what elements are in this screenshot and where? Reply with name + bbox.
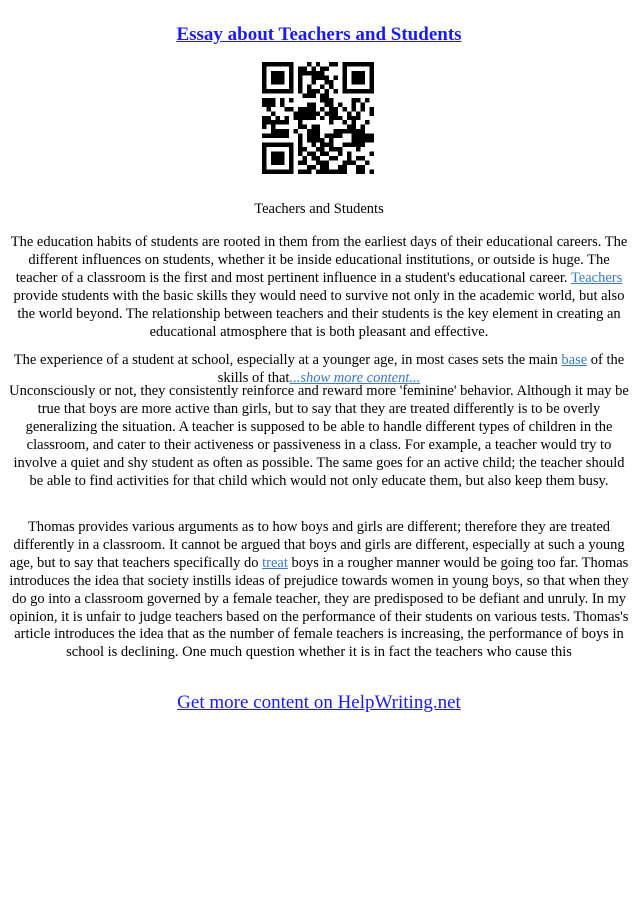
paragraph-behavior: Unconsciously or not, they consistently reinforce and reward more 'feminine' behavior. Although it may be true that boys are more active than girls, but to say that they are treated differently is to be overly generalizing the situation. A teacher is supposed to be able to handle different types of children in the classroom, and cater to their activeness or passiveness in a class. For example, a teacher would try to involve a quiet and shy student as often as possible. The same goes for an active child; the teacher should be able to find activities for that child which would not only educate them, but also keep them busy. [9,383,629,489]
teachers-link[interactable]: Teachers [570,269,623,286]
qr-code-icon [262,62,374,174]
base-link[interactable]: base [561,352,588,368]
paragraph-text: of the skills of that [217,352,625,386]
paragraph-text: Thomas provides various arguments as to how boys and girls are different; therefore they are treated differently in a classroom. It cannot be argued that boys and girls are different, especially at such a young age, but to say that teachers specifically do [9,519,625,571]
paragraph-thomas [6,519,632,662]
paragraph-text: The education habits of students are rooted in them from the earliest days of their educational careers. The different influences on students, whether it be inside educational institutions, or outside is huge. The teacher of a classroom is the first and most pertinent influence in a student's educational career. [10,234,628,286]
paragraph-intro [6,234,632,341]
paragraph-text: provide students with the basic skills they would need to survive not only in the academic world, but also the world beyond. The relationship between teachers and their students is the key element in creating an educational atmosphere that is both pleasant and effective. [13,287,625,340]
subtitle: Teachers and Students [254,201,384,217]
treat-link[interactable]: treat [262,554,288,571]
essay-title-link[interactable]: Essay about Teachers and Students [176,24,462,45]
paragraph-text: boys in a rougher manner would be going too far. Thomas introduces the idea that society instills ideas of prejudice towards women in young boys, so that when they do go into a classroom governed by a female teacher, they are predisposed to be defiant and unruly. In my opinion, it is unfair to judge teachers based on the performance of their students on various tests. Thomas's article introduces the idea that as the number of female teachers is increasing, the performance of boys in school is declining. One much question whether it is in fact the teachers who cause this [9,554,629,661]
paragraph-text: The experience of a student at school, especially at a younger age, in most cases sets the main [13,352,558,368]
show-more-link[interactable]: ...show more content... [289,369,421,386]
get-more-content-link[interactable]: Get more content on HelpWriting.net [177,692,461,713]
